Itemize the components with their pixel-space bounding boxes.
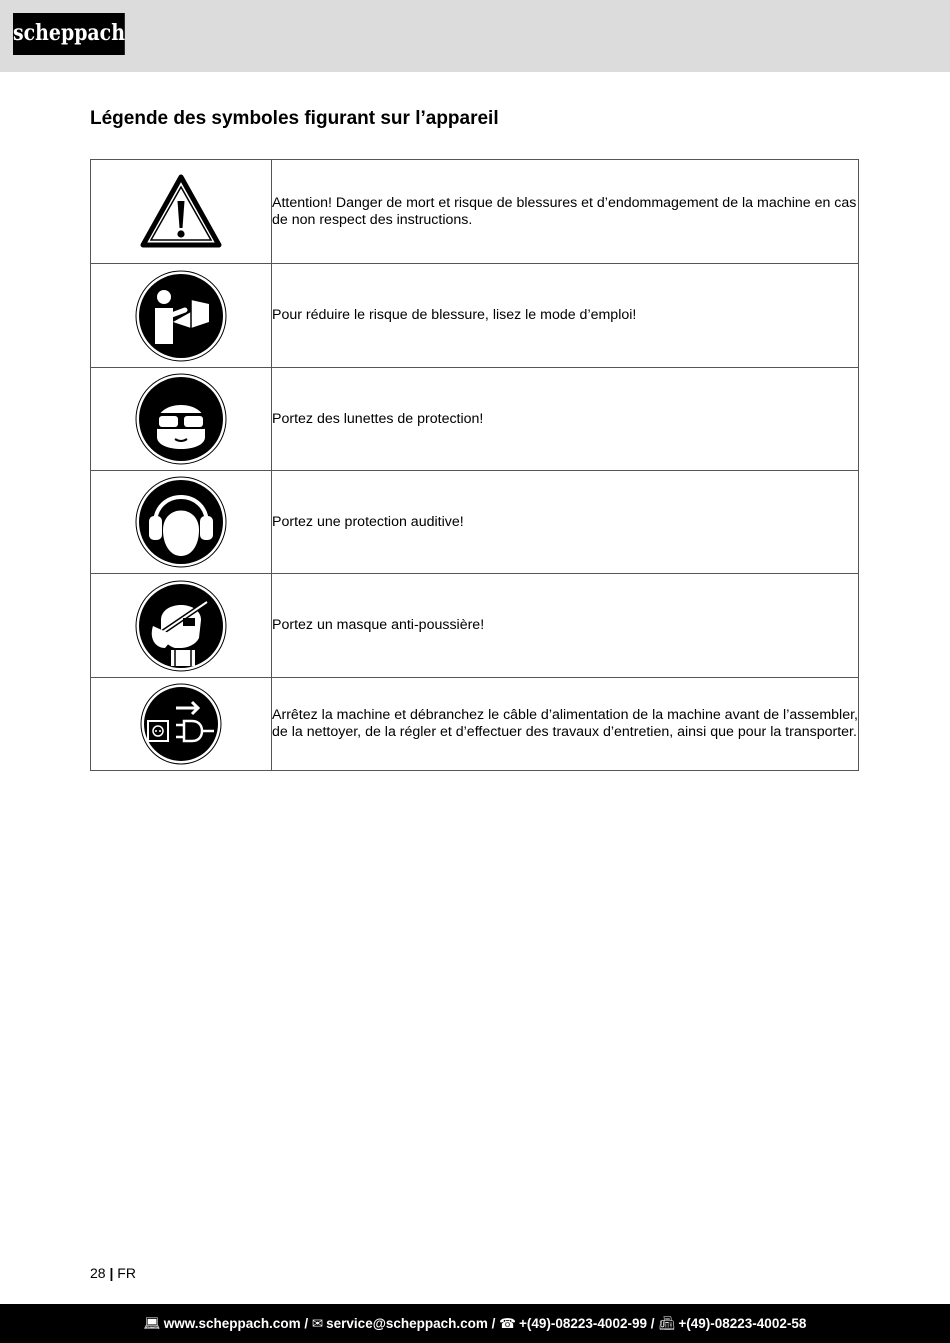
footer-website[interactable]: www.scheppach.com <box>163 1316 301 1331</box>
warning-triangle-icon <box>139 173 223 251</box>
table-row <box>91 160 859 264</box>
symbol-legend-table <box>90 159 859 771</box>
symbol-cell <box>91 471 272 574</box>
symbol-cell <box>91 574 272 678</box>
computer-icon: 💻︎ <box>143 1316 161 1331</box>
footer-fax: +(49)-08223-4002-58 <box>678 1316 807 1331</box>
page-header <box>0 0 950 72</box>
unplug-icon <box>140 683 222 765</box>
page-footer <box>0 1304 950 1343</box>
table-row <box>91 678 859 771</box>
footer-separator: / <box>646 1316 659 1331</box>
phone-icon: ☎︎ <box>499 1316 516 1331</box>
symbol-cell <box>91 368 272 471</box>
symbol-description: Portez un masque anti-poussière! <box>272 574 859 678</box>
page-number-value: 28 <box>90 1265 106 1281</box>
symbol-description: Arrêtez la machine et débranchez le câble d’alimentation de la machine avant de l’assembler, de la nettoyer, de la régler et d’effectuer des travaux d’entretien, ainsi que pour la transporter. <box>272 678 859 771</box>
symbol-cell <box>91 264 272 368</box>
symbol-description: Portez des lunettes de protection! <box>272 368 859 471</box>
page-title: Légende des symboles figurant sur l’appareil <box>90 108 499 129</box>
table-row <box>91 264 859 368</box>
fax-icon: 📠︎ <box>658 1316 676 1331</box>
read-manual-icon <box>135 270 227 362</box>
safety-goggles-icon <box>135 373 227 465</box>
footer-separator: / <box>300 1316 312 1331</box>
page-number <box>90 1265 136 1281</box>
footer-phone[interactable]: +(49)-08223-4002-99 <box>519 1316 647 1331</box>
symbol-description: Pour réduire le risque de blessure, lisez le mode d’emploi! <box>272 264 859 368</box>
table-row <box>91 471 859 574</box>
table-row <box>91 574 859 678</box>
symbol-cell <box>91 678 272 771</box>
footer-email[interactable]: service@scheppach.com <box>326 1316 488 1331</box>
table-row <box>91 368 859 471</box>
dust-mask-icon <box>135 580 227 672</box>
symbol-description: Portez une protection auditive! <box>272 471 859 574</box>
symbol-description: Attention! Danger de mort et risque de blessures et d’endommagement de la machine en cas de non respect des instructions. <box>272 160 859 264</box>
ear-protection-icon <box>135 476 227 568</box>
page-language: FR <box>117 1265 136 1281</box>
brand-logo: scheppach <box>13 13 125 55</box>
separator: | <box>109 1265 114 1281</box>
symbol-cell <box>91 160 272 264</box>
footer-separator: / <box>487 1316 500 1331</box>
email-icon: ✉︎ <box>311 1316 324 1331</box>
